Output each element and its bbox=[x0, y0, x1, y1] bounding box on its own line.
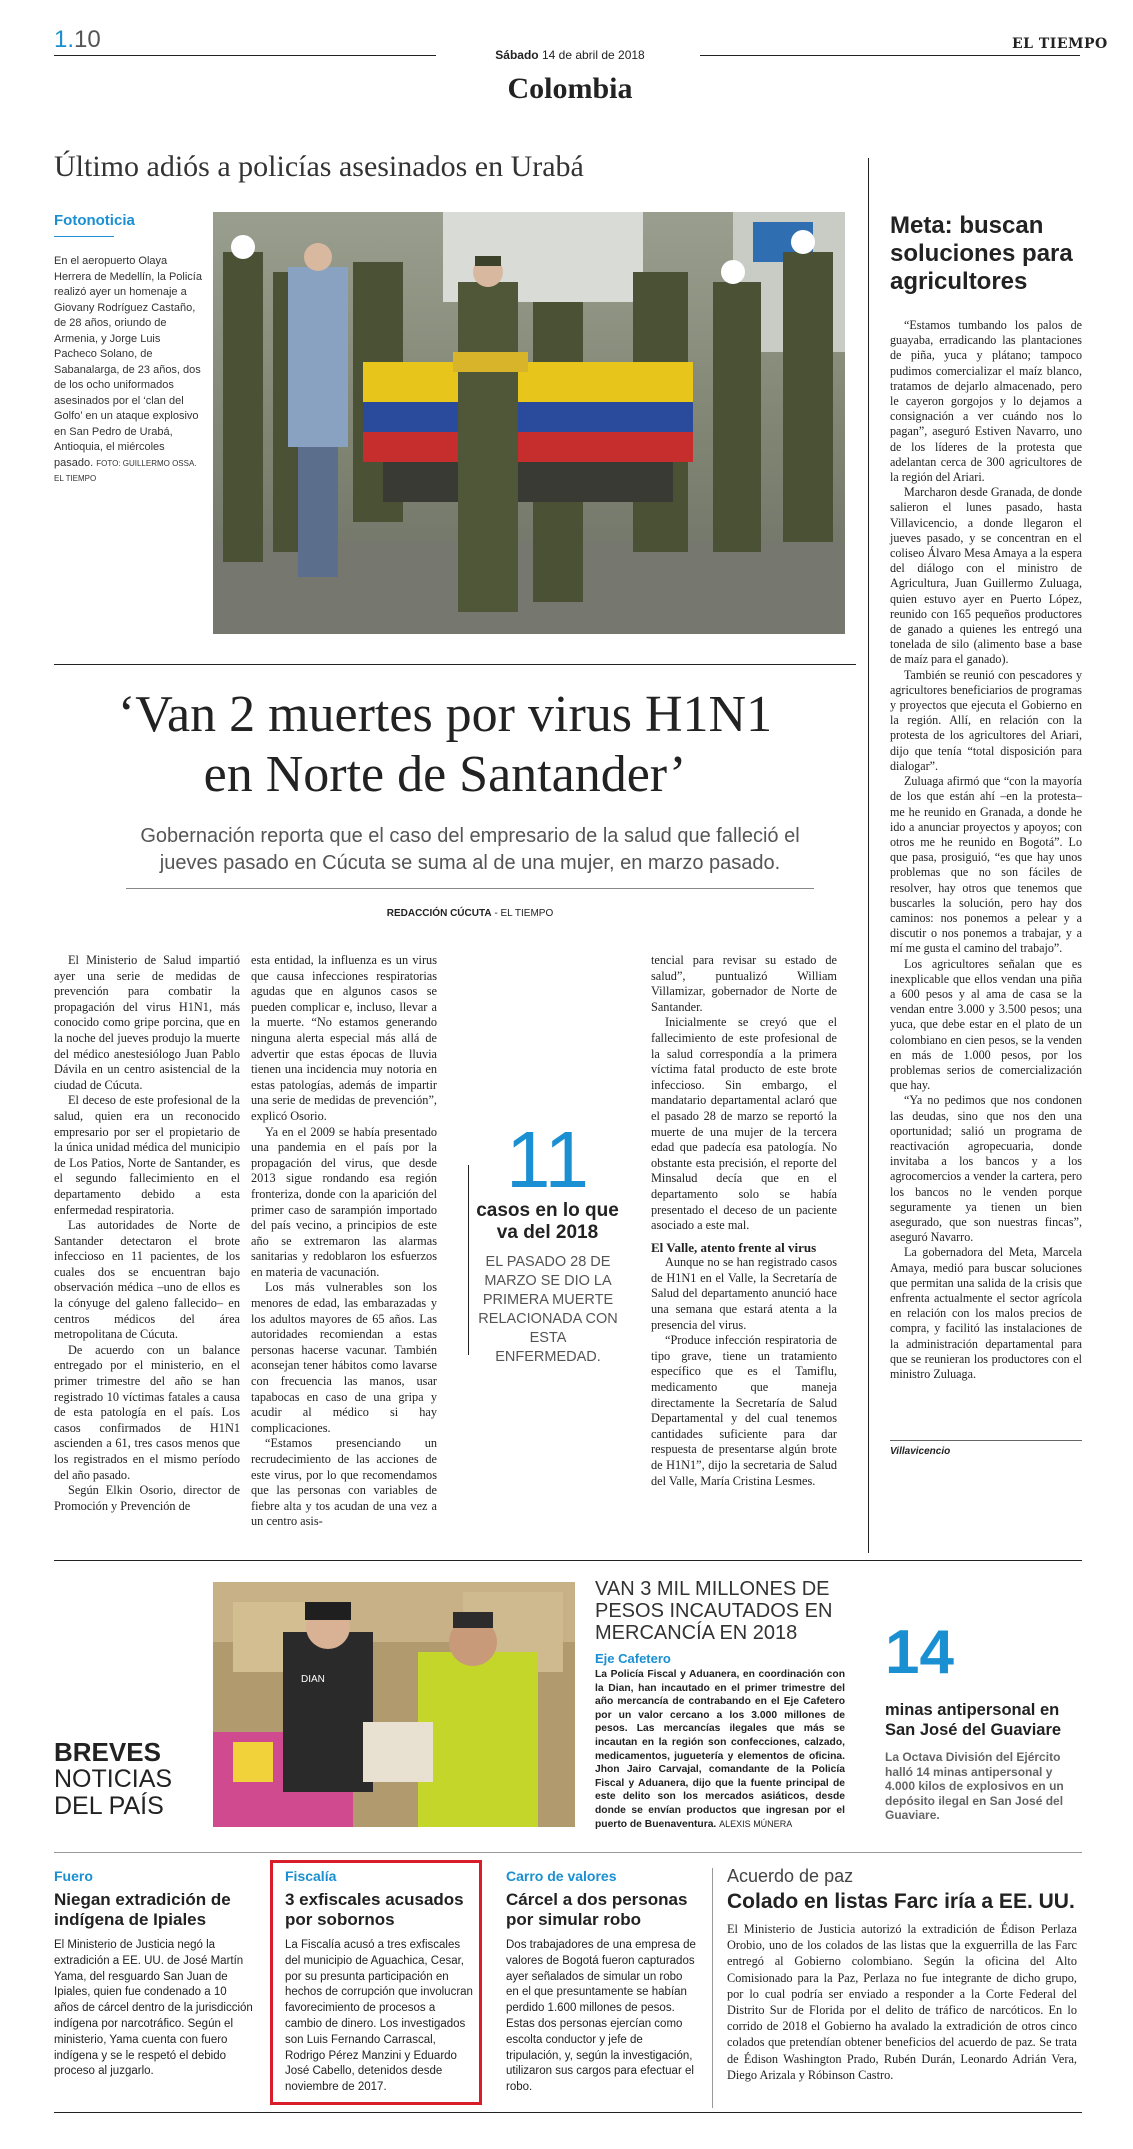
brief-carro-valores bbox=[506, 1868, 698, 2096]
brief-title: 3 exfiscales acusados por sobornos bbox=[285, 1890, 464, 1929]
breves-subtitle: NOTICIAS DEL PAÍS bbox=[54, 1765, 173, 1820]
photo-story-headline: Último adiós a policías asesinados en Urabá bbox=[54, 150, 584, 183]
breves-mid-rule bbox=[54, 1852, 1082, 1853]
police-funeral-photo bbox=[213, 212, 845, 634]
stat-title: casos en lo que va del 2018 bbox=[476, 1200, 619, 1243]
brief-category: Carro de valores bbox=[506, 1868, 617, 1884]
breves-top-rule bbox=[54, 1560, 1082, 1561]
brief-text: La Fiscalía acusó a tres exfiscales del municipio de Aguachica, Cesar, por su presunta participación en hechos de corrupción que involucran favorecimiento de procesos a cambio de dinero. Los investigados son Luis Fernando Carrascal, Rodrigo Pérez Manzini y Eduardo José Cabello, detenidos desde noviembre de 2017. bbox=[285, 1939, 473, 2094]
stat-side-line bbox=[468, 1165, 469, 1355]
stat-number: 11 bbox=[505, 1115, 590, 1204]
photo-story-label: Fotonoticia bbox=[54, 212, 135, 229]
stat-description: EL PASADO 28 DE MARZO SE DIO LA PRIMERA MUERTE RELACIONADA CON ESTA ENFERMEDAD. bbox=[478, 1254, 618, 1365]
acuerdo-title: Colado en listas Farc iría a EE. UU. bbox=[727, 1890, 1075, 1913]
brief-title: Cárcel a dos personas por simular robo bbox=[506, 1890, 688, 1929]
meta-article-body: “Estamos tumbando los palos de guayaba, erradicando las plantaciones de piña, yuca y plátano; tampoco pudimos comercializar el maíz blanco, tratamos de dejarlo almacenado, pero le cayeron gorgojos y lo dejamos a consignación a ver cuándo nos lo pagan”, aseguró Estiven Navarro, uno de los líderes de la protesta que adelantan cerca de 300 agricultores de la región del Ariari. Marcharon desde Granada, de donde salieron el lunes pasado, hasta Villavicencio, a donde llegaron el jueves pasado, y se concentran en el coliseo Álvaro Mesa Amaya a la espera del diálogo con el ministro de Agricultura, Juan Guillermo Zuluaga, quien estuvo ayer en Puerto López, reunido con 165 pequeños productores de ganado a quienes les entregó una tonelada de silo (alimento base a base de maíz para el ganado). También se reunió con pescadores y agricultores beneficiarios de programas y proyectos que ejecuta el Gobierno en la región. Allí, en relación con la protesta de los agricultores del Ariari, dijo que tenía “total disposición para dialogar”. Zuluaga afirmó que “con la mayoría de los que están ahí –en la protesta– me he reunido en Granada, a donde he ido a anunciar proyectos y apoyos; con otros me he reunido en Bogotá”. Lo que pasa, prosiguió, “es que hay unos problemas que no son fáciles de resolver, hay otros que tenemos que buscarles la solución, pero hay dos caminos: nos ponemos a pelear y a discutir o nos ponemos a trabajar, y a mí me gusta el camino del trabajo”. Los agricultores señalan que es inexplicable que ellos vendan una piña a 600 pesos y al ama de casa se la vendan entre 3.000 y 3.500 pesos; una yuca, que debe estar en el plato de un colombiano en cien pesos, se la venden en más de 1.000 pesos, por los problemas serios de comercialización que hay. “Ya no pedimos que nos condonen las deudas, sino que nos den una oportunidad; salió un programa de reactivación agropecuaria, donde invitaba a los bancos y a los agrocomercios a vender la cartera, pero los bancos no le venden porque seguramente ya tienen un bien asegurado, que son nuestras fincas”, aseguró Navarro. La gobernadora del Meta, Marcela Amaya, medió para buscar soluciones que permitan una salida de la crisis que enfrenta actualmente el sector agrícola en relación con los malos precios de compra, y facilitó las instalaciones de la administración departamental para que se reunieran los productores con el ministro Zuluaga. bbox=[890, 318, 1082, 1382]
brief-fuero bbox=[54, 1868, 254, 2080]
newspaper-logo: EL TIEMPO bbox=[1012, 36, 1108, 52]
meta-credit-rule bbox=[890, 1440, 1082, 1441]
valle-subhead: El Valle, atento frente al virus bbox=[651, 1239, 817, 1255]
acuerdo-divider bbox=[712, 1868, 713, 2108]
brief-text: Dos trabajadores de una empresa de valores de Bogotá fueron capturados ayer señalados de simular un robo en el que presuntamente se habían perdido 1.600 millones de pesos. Estas dos personas ejercían como escolta conductor y jefe de tripulación, y, según la investigación, utilizaron sus cargos para efectuar el robo. bbox=[506, 1939, 696, 2094]
acuerdo-category: Acuerdo de paz bbox=[727, 1866, 854, 1886]
mercancia-body: La Policía Fiscal y Aduanera, en coordinación con la Dian, han incautado en el primer trimestre del año mercancía de contrabando en el Eje Cafetero por un valor cercano a los 3.000 millones de pesos. Las mercancías ilegales que más se incautan en la región son confecciones, calzado, medicamentos, juguetería y elementos de oficina. Jhon Jairo Carvajal, comandante de la Policía Fiscal y Aduanera, dijo que la fuente principal de este delito son los mercados asiáticos, desde donde se envían productos que ingresan por el puerto de Buenaventura. ALEXIS MÚNERA bbox=[595, 1669, 845, 1830]
article-column-1: El Ministerio de Salud impartió ayer una serie de medidas de prevención para combatir la propagación del virus H1N1, más conocido como gripe porcina, que en la noche del jueves produjo la muerte del médico anestesiólogo Juan Pablo Dávila en un centro asistencial de la ciudad de Cúcuta. El deceso de este profesional de la salud, quien era un reconocido empresario por ser el propietario de la única unidad médica del municipio de Los Patios, Norte de Santander, es el segundo fallecimiento en el departamento debido a esta enfermedad respiratoria. Las autoridades de Norte de Santander detectaron el brote infeccioso en 11 pacientes, de los cuales dos se encuentran bajo observación médica –uno de ellos es la cónyuge del galeno fallecido– en centros médicos del área metropolitana de Cúcuta. De acuerdo con un balance entregado por el ministerio, en el primer trimestre del año se han registrado 10 víctimas fatales a causa de esta patología en el país. Los casos confirmados de H1N1 ascienden a 61, tres casos menos que los registrados en el mismo período del año pasado. Según Elkin Osorio, director de Promoción y Prevención de bbox=[54, 953, 240, 1513]
minas-number: 14 bbox=[885, 1618, 954, 1687]
brief-category: Fiscalía bbox=[285, 1868, 337, 1884]
photo-credit: FOTO: GUILLERMO OSSA. EL TIEMPO bbox=[54, 458, 197, 483]
brief-category: Fuero bbox=[54, 1868, 93, 1884]
minas-text: La Octava División del Ejército halló 14 minas antipersonal y 4.000 kilos de explosivos en un depósito ilegal en San José del Guaviare. bbox=[885, 1750, 1064, 1823]
mercancia-headline: VAN 3 MIL MILLONES DE PESOS INCAUTADOS EN MERCANCÍA EN 2018 bbox=[595, 1578, 833, 1644]
photo-story-label-underline bbox=[54, 236, 114, 237]
story-separator bbox=[54, 664, 856, 665]
minas-title: minas antipersonal en San José del Guaviare bbox=[885, 1701, 1062, 1739]
main-subhead: Gobernación reporta que el caso del empresario de la salud que falleció el jueves pasado en Cúcuta se suma al de una mujer, en marzo pasado. bbox=[140, 825, 800, 874]
mercancia-credit: ALEXIS MÚNERA bbox=[719, 1818, 793, 1829]
breves-title: BREVES bbox=[54, 1737, 161, 1767]
byline: REDACCIÓN CÚCUTA - EL TIEMPO bbox=[386, 908, 554, 919]
mercancia-location: Eje Cafetero bbox=[595, 1651, 671, 1666]
photo-story-caption: En el aeropuerto Olaya Herrera de Medellín, la Policía realizó ayer un homenaje a Giovany Rodríguez Castaño, de 28 años, oriundo de Armenia, y Jorge Luis Pacheco Solano, de Sabanalarga, de 23 años, dos de los ocho uniformados asesinados por el ‘clan del Golfo’ en un ataque explosivo en San Pedro de Urabá, Antioquia, el miércoles pasado. FOTO: GUILLERMO OSSA. EL TIEMPO bbox=[54, 255, 202, 483]
header-rule-left bbox=[54, 55, 436, 56]
dian-inspection-photo bbox=[213, 1582, 575, 1827]
page-bottom-rule bbox=[54, 2112, 1082, 2113]
acuerdo-text: El Ministerio de Justicia autorizó la extradición de Édison Perlaza Orobio, uno de los colados de las listas que la exguerrilla de las Farc entregó al Gobierno colombiano. Según la oficina del Alto Comisionado para la Paz, Perlaza no fue integrante de dicho grupo, por lo cual podría ser enviado a responder a la Corte Federal del Distrito Sur de Florida por el delito de tráfico de narcóticos. En lo corrido de 2018 el Gobierno ha avalado la extradición de otros cinco colados que pretendían obtener beneficios del acuerdo de paz. Se trata de Édison Washington Prado, Rubén Durán, Leonardo Adrián Vera, Diego Arizala y Róbinson Castro. bbox=[727, 1922, 1077, 2082]
meta-credit: Villavicencio bbox=[890, 1446, 951, 1457]
article-column-2: esta entidad, la influenza es un virus que causa infecciones respiratorias agudas que en algunos casos se pueden complicar e, incluso, llevar a la muerte. “No estamos generando ninguna alerta especial más allá de advertir que estas épocas de lluvia tienen una incidencia muy notoria en estas patologías, además de impartir una serie de medidas de prevención”, explicó Osorio. Ya en el 2009 se había presentado una pandemia en el país por la propagación del virus, que desde 2013 sigue rondando esa región fronteriza, donde con la aparición del primer caso de sarampión importado del país vecino, a principios de este año se extremaron las alarmas sanitarias y redoblaron los esfuerzos en materia de vacunación. Los más vulnerables son los menores de edad, las embarazadas y los adultos mayores de 65 años. Las autoridades recomiendan a estas personas hacerse vacunar. También aconsejan tener hábitos como lavarse con frecuencia las manos, usar tapabocas en caso de una gripa y acudir al médico si hay complicaciones. “Estamos presenciando un recrudecimiento de las acciones de este virus, por lo que recomendamos que las personas con variables de fiebre alta y tos acudan de una vez a un centro asis- bbox=[251, 953, 437, 1529]
column-divider-right bbox=[868, 158, 869, 1553]
meta-headline: Meta: buscan soluciones para agricultores bbox=[890, 212, 1073, 295]
dian-vest-label: DIAN bbox=[301, 1674, 325, 1685]
issue-date: Sábado 14 de abril de 2018 bbox=[495, 48, 645, 62]
main-headline: ‘Van 2 muertes por virus H1N1 en Norte de Santander’ bbox=[117, 686, 773, 803]
brief-fiscalia bbox=[285, 1868, 475, 2096]
page-number: 1.10 bbox=[54, 26, 101, 53]
article-column-3: tencial para revisar su estado de salud”, puntualizó William Villamizar, gobernador de Norte de Santander. Inicialmente se creyó que el fallecimiento de este profesional de la salud correspondía a la primera víctima fatal producto de este brote infeccioso. Sin embargo, el mandatario departamental aclaró que el pasado 28 de marzo se reportó la muerte de una mujer de la tercera edad que padecía esa patología. No obstante esta precisión, el reporte del Minsalud decía que en el departamento solo se había presentado el deceso de un paciente asociado a este mal. El Valle, atento frente al virus Aunque no se han registrado casos de H1N1 en el Valle, la Secretaría de Salud del departamento anunció hace una semana que estará atenta a la presencia del virus. “Produce infección respiratoria de tipo grave, tiene un tratamiento específico que es el Tamiflu, medicamento que maneja directamente la Secretaría de Salud Departamental y del cual tenemos cantidades suficiente para dar respuesta de presentarse algún brote de H1N1”, dijo la secretaria de Salud del Valle, María Cristina Lesmes. bbox=[651, 953, 837, 1488]
brief-text: El Ministerio de Justicia negó la extradición a EE. UU. de José Martín Yama, del resguardo San Juan de Ipiales, quien fue condenado a 10 años de cárcel dentro de la jurisdicción indígena por narcotráfico. Según el ministerio, Yama cuenta con fuero indígena y se le respetó el debido proceso al juzgarlo. bbox=[54, 1939, 253, 2078]
header-rule-right bbox=[700, 55, 1080, 56]
section-title: Colombia bbox=[507, 72, 633, 105]
brief-title: Niegan extradición de indígena de Ipiales bbox=[54, 1890, 231, 1929]
byline-rule bbox=[126, 888, 814, 889]
